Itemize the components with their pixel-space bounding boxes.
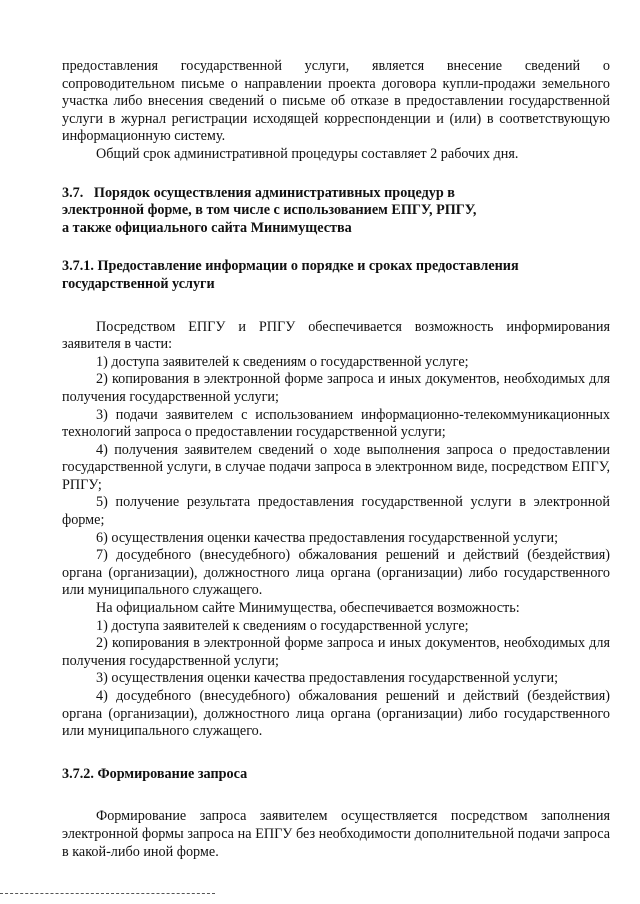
section-3-7-heading	[62, 185, 610, 238]
heading-line: государственной услуги	[62, 275, 215, 292]
list-item: 2) копирования в электронной форме запроса и иных документов, необходимых для получения государственной услуги;	[62, 635, 610, 669]
heading-line: 3.7.1. Предоставление информации о порядке и сроках предоставления	[62, 258, 519, 275]
footer-rule	[0, 893, 215, 894]
list-item: 1) доступа заявителей к сведениям о государственной услуге;	[96, 617, 469, 634]
epgu-lead-paragraph: Посредством ЕПГУ и РПГУ обеспечивается возможность информирования заявителя в части:	[62, 318, 610, 353]
list-item: 3) подачи заявителем с использованием информационно-телекоммуникационных технологий запроса о предоставлении государственной услуги;	[62, 406, 610, 441]
heading-line: электронной форме, в том числе с использованием ЕПГУ, РПГУ,	[62, 202, 477, 219]
list-item: 5) получение результата предоставления государственной услуги в электронной форме;	[62, 494, 610, 529]
heading-line: 3.7. Порядок осуществления административных процедур в	[62, 184, 455, 201]
section-3-7-1-heading	[62, 258, 610, 293]
request-formation-paragraph: Формирование запроса заявителем осуществляется посредством заполнения электронной формы запроса на ЕПГУ без необходимости дополнительной подачи запроса в какой-либо иной форме.	[62, 808, 610, 860]
list-item: 4) досудебного (внесудебного) обжалования решений и действий (бездействия) органа (организации), должностного лица органа (организации) либо государственного или муниципального служащего.	[62, 688, 610, 740]
list-item: 4) получения заявителем сведений о ходе выполнения запроса о предоставлении государственной услуги, в случае подачи запроса в электронном виде, посредством ЕПГУ, РПГУ;	[62, 441, 610, 493]
list-item: 1) доступа заявителей к сведениям о государственной услуге;	[96, 353, 469, 370]
list-item: 7) досудебного (внесудебного) обжалования решений и действий (бездействия) органа (организации), должностного лица органа (организации) либо государственного или муниципального служащего.	[62, 547, 610, 599]
document-page	[62, 58, 610, 861]
heading-line: а также официального сайта Минимущества	[62, 219, 352, 236]
site-lead-paragraph: На официальном сайте Минимущества, обеспечивается возможность:	[96, 600, 520, 617]
intro-paragraph: предоставления государственной услуги, является внесение сведений о сопроводительном письме о направлении проекта договора купли-продажи земельного участка либо внесения сведений о письме об отказе в предоставлении государственной услуги в журнал регистрации исходящей корреспонденции и (или) в соответствующую информационную систему.	[62, 58, 610, 145]
list-item: 2) копирования в электронной форме запроса и иных документов, необходимых для получения государственной услуги;	[62, 371, 610, 405]
section-3-7-2-heading: 3.7.2. Формирование запроса	[62, 765, 248, 782]
procedure-duration-paragraph: Общий срок административной процедуры составляет 2 рабочих дня.	[96, 145, 519, 162]
list-item: 6) осуществления оценки качества предоставления государственной услуги;	[96, 529, 559, 546]
list-item: 3) осуществления оценки качества предоставления государственной услуги;	[96, 670, 559, 687]
